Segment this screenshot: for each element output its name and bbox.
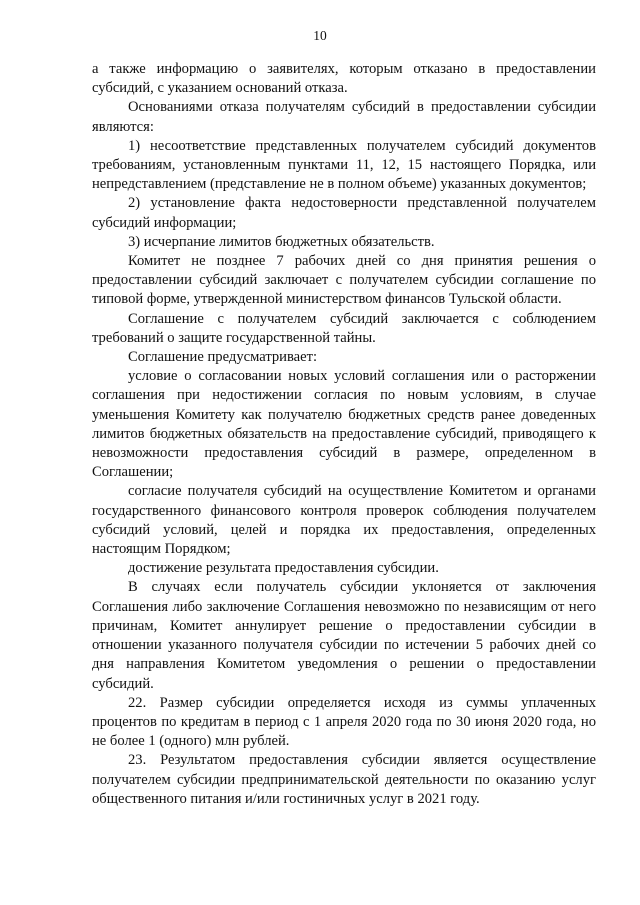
paragraph: а также информацию о заявителях, которым отказано в предоставлении субсидий, с указанием оснований отказа.	[92, 61, 596, 97]
document-body	[92, 60, 596, 809]
paragraph: 22. Размер субсидии определяется исходя из суммы уплаченных процентов по кредитам в период с 1 апреля 2020 года по 30 июня 2020 года, но не более 1 (одного) млн рублей.	[92, 694, 596, 750]
paragraph: Соглашение с получателем субсидий заключается с соблюдением требований о защите государственной тайны.	[92, 310, 596, 346]
paragraph: Соглашение предусматривает:	[128, 349, 318, 366]
paragraph: 2) установление факта недостоверности представленной получателем субсидий информации;	[92, 195, 596, 231]
paragraph: 1) несоответствие представленных получателем субсидий документов требованиям, установленным пунктами 11, 12, 15 настоящего Порядка, или непредставлением (представление не в полном объеме) указанных документов;	[92, 137, 596, 193]
paragraph: достижение результата предоставления субсидии.	[128, 560, 439, 577]
paragraph: условие о согласовании новых условий соглашения или о расторжении соглашения при недостижении согласия по новым условиям, в случае уменьшения Комитету как получателю бюджетных средств ранее доведенных лимитов бюджетных обязательств на предоставление субсидий, приводящего к невозможности предоставления субсидий в размере, определенном в Соглашении;	[92, 368, 596, 481]
paragraph: 3) исчерпание лимитов бюджетных обязательств.	[128, 233, 435, 250]
paragraph: В случаях если получатель субсидии уклоняется от заключения Соглашения либо заключение Соглашения невозможно по независящим от него причинам, Комитет аннулирует решение о предоставлении субсидии в отношении указанного получателя субсидии по истечении 5 рабочих дней со дня направления Комитетом уведомления о решении о предоставлении субсидий.	[92, 579, 596, 692]
paragraph: 23. Результатом предоставления субсидии является осуществление получателем субсидии предпринимательской деятельности по оказанию услуг общественного питания и/или гостиничных услуг в 2021 году.	[92, 752, 596, 807]
paragraph: Основаниями отказа получателям субсидий в предоставлении субсидии являются:	[92, 99, 596, 135]
paragraph: Комитет не позднее 7 рабочих дней со дня принятия решения о предоставлении субсидий заключает с получателем субсидии соглашение по типовой форме, утвержденной министерством финансов Тульской области.	[92, 253, 596, 308]
page-number: 10	[313, 28, 327, 43]
paragraph: согласие получателя субсидий на осуществление Комитетом и органами государственного финансового контроля проверок соблюдения получателем субсидий условий, целей и порядка их предоставления, определенных настоящим Порядком;	[92, 483, 596, 558]
